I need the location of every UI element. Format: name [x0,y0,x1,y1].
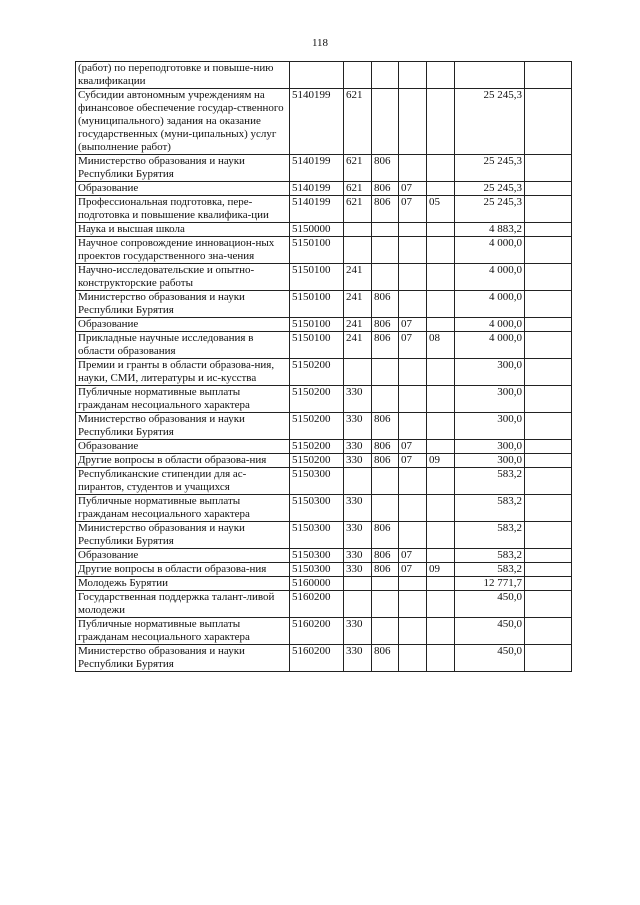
cell-name: Научное сопровождение инновацион-ных проектов государственного зна-чения [76,237,290,264]
table-row [76,454,572,468]
table-row [76,563,572,577]
cell-target-code: 5150100 [290,291,344,318]
cell-target-code: 5150200 [290,386,344,413]
cell-section [399,155,427,182]
cell-expense-type [344,577,372,591]
cell-expense-type: 330 [344,440,372,454]
cell-extra [525,182,572,196]
cell-ministry-code: 806 [372,291,399,318]
cell-section [399,291,427,318]
table-row [76,223,572,237]
cell-name: Министерство образования и науки Республики Бурятия [76,522,290,549]
cell-section [399,359,427,386]
cell-target-code: 5150300 [290,522,344,549]
cell-expense-type [344,359,372,386]
cell-extra [525,264,572,291]
cell-extra [525,413,572,440]
cell-amount: 583,2 [455,563,525,577]
cell-extra [525,196,572,223]
cell-subsection: 05 [427,196,455,223]
cell-amount: 583,2 [455,549,525,563]
cell-target-code: 5160200 [290,618,344,645]
cell-amount: 583,2 [455,495,525,522]
table-row [76,468,572,495]
table-row [76,645,572,672]
cell-amount: 4 883,2 [455,223,525,237]
cell-target-code [290,62,344,89]
cell-name: Республиканские стипендии для ас-пирантов, студентов и учащихся [76,468,290,495]
cell-amount: 300,0 [455,454,525,468]
table-row [76,237,572,264]
cell-target-code: 5160200 [290,645,344,672]
cell-target-code: 5150300 [290,468,344,495]
cell-target-code: 5150200 [290,454,344,468]
cell-subsection [427,468,455,495]
cell-subsection [427,62,455,89]
cell-amount: 12 771,7 [455,577,525,591]
cell-name: Образование [76,440,290,454]
cell-subsection [427,645,455,672]
table-row [76,495,572,522]
table-body [76,62,572,672]
cell-ministry-code [372,577,399,591]
cell-target-code: 5150100 [290,332,344,359]
cell-extra [525,645,572,672]
cell-expense-type [344,237,372,264]
cell-subsection [427,182,455,196]
cell-target-code: 5150000 [290,223,344,237]
table-row [76,549,572,563]
cell-ministry-code: 806 [372,413,399,440]
cell-amount: 25 245,3 [455,89,525,155]
cell-subsection [427,577,455,591]
cell-target-code: 5140199 [290,196,344,223]
cell-ministry-code: 806 [372,549,399,563]
cell-subsection [427,291,455,318]
cell-name: Премии и гранты в области образова-ния, науки, СМИ, литературы и ис-кусства [76,359,290,386]
table-row [76,196,572,223]
cell-amount: 300,0 [455,440,525,454]
cell-expense-type: 330 [344,386,372,413]
cell-extra [525,495,572,522]
cell-subsection: 09 [427,563,455,577]
cell-name: Министерство образования и науки Республики Бурятия [76,291,290,318]
cell-expense-type: 621 [344,182,372,196]
cell-extra [525,223,572,237]
cell-target-code: 5140199 [290,89,344,155]
cell-amount: 25 245,3 [455,155,525,182]
cell-expense-type: 241 [344,291,372,318]
cell-amount: 450,0 [455,618,525,645]
cell-ministry-code [372,618,399,645]
table-row [76,318,572,332]
cell-section: 07 [399,454,427,468]
cell-target-code: 5160000 [290,577,344,591]
cell-ministry-code [372,264,399,291]
cell-name: Публичные нормативные выплаты гражданам несоциального характера [76,618,290,645]
cell-section [399,468,427,495]
cell-target-code: 5150300 [290,549,344,563]
cell-subsection [427,618,455,645]
cell-extra [525,89,572,155]
cell-name: Другие вопросы в области образова-ния [76,454,290,468]
cell-name: Другие вопросы в области образова-ния [76,563,290,577]
cell-extra [525,468,572,495]
cell-amount: 583,2 [455,468,525,495]
cell-amount: 450,0 [455,591,525,618]
cell-amount: 4 000,0 [455,318,525,332]
table-row [76,413,572,440]
cell-subsection [427,318,455,332]
cell-section [399,522,427,549]
cell-name: Публичные нормативные выплаты гражданам несоциального характера [76,495,290,522]
cell-amount: 583,2 [455,522,525,549]
cell-expense-type: 621 [344,196,372,223]
cell-expense-type: 621 [344,155,372,182]
cell-expense-type: 330 [344,413,372,440]
cell-section [399,237,427,264]
cell-target-code: 5140199 [290,155,344,182]
cell-section [399,645,427,672]
table-row [76,291,572,318]
cell-amount [455,62,525,89]
cell-extra [525,318,572,332]
cell-subsection [427,386,455,413]
cell-subsection [427,495,455,522]
cell-amount: 4 000,0 [455,237,525,264]
table-row [76,618,572,645]
cell-section [399,89,427,155]
cell-extra [525,591,572,618]
cell-amount: 4 000,0 [455,291,525,318]
cell-ministry-code: 806 [372,440,399,454]
cell-section [399,591,427,618]
cell-name: Министерство образования и науки Республики Бурятия [76,155,290,182]
cell-subsection [427,237,455,264]
cell-expense-type: 330 [344,645,372,672]
cell-expense-type: 241 [344,318,372,332]
table-row [76,577,572,591]
cell-name: Образование [76,182,290,196]
cell-expense-type [344,468,372,495]
cell-extra [525,62,572,89]
cell-expense-type: 330 [344,495,372,522]
cell-extra [525,549,572,563]
cell-name: Государственная поддержка талант-ливой молодежи [76,591,290,618]
cell-ministry-code: 806 [372,454,399,468]
cell-ministry-code [372,237,399,264]
cell-subsection: 08 [427,332,455,359]
cell-section: 07 [399,332,427,359]
cell-amount: 4 000,0 [455,332,525,359]
cell-extra [525,618,572,645]
table-row [76,359,572,386]
cell-ministry-code [372,495,399,522]
cell-target-code: 5150100 [290,237,344,264]
cell-section: 07 [399,563,427,577]
cell-ministry-code [372,591,399,618]
cell-target-code: 5160200 [290,591,344,618]
cell-expense-type [344,62,372,89]
cell-extra [525,359,572,386]
cell-name: Профессиональная подготовка, пере-подготовка и повышение квалифика-ции [76,196,290,223]
cell-amount: 25 245,3 [455,182,525,196]
cell-target-code: 5150200 [290,440,344,454]
cell-target-code: 5150300 [290,563,344,577]
cell-extra [525,237,572,264]
cell-expense-type: 330 [344,549,372,563]
cell-subsection [427,155,455,182]
cell-subsection [427,264,455,291]
cell-ministry-code: 806 [372,563,399,577]
cell-subsection [427,440,455,454]
table-row [76,182,572,196]
cell-section [399,62,427,89]
cell-section [399,223,427,237]
cell-extra [525,332,572,359]
table-row [76,62,572,89]
cell-name: (работ) по переподготовке и повыше-нию квалификации [76,62,290,89]
cell-section [399,495,427,522]
table-row [76,440,572,454]
cell-name: Молодежь Бурятии [76,577,290,591]
cell-ministry-code [372,62,399,89]
table-row [76,332,572,359]
cell-subsection [427,223,455,237]
cell-subsection [427,413,455,440]
cell-ministry-code: 806 [372,645,399,672]
cell-target-code: 5150300 [290,495,344,522]
budget-table [75,61,572,672]
cell-extra [525,563,572,577]
cell-name: Прикладные научные исследования в области образования [76,332,290,359]
cell-amount: 450,0 [455,645,525,672]
cell-target-code: 5150100 [290,318,344,332]
cell-section [399,413,427,440]
cell-extra [525,440,572,454]
cell-extra [525,291,572,318]
cell-expense-type [344,223,372,237]
cell-expense-type: 330 [344,454,372,468]
cell-section: 07 [399,440,427,454]
cell-subsection [427,89,455,155]
cell-name: Министерство образования и науки Республики Бурятия [76,645,290,672]
cell-target-code: 5150100 [290,264,344,291]
cell-amount: 300,0 [455,359,525,386]
cell-ministry-code: 806 [372,182,399,196]
cell-expense-type: 330 [344,522,372,549]
cell-ministry-code [372,223,399,237]
cell-subsection [427,549,455,563]
cell-expense-type [344,591,372,618]
cell-amount: 4 000,0 [455,264,525,291]
cell-subsection [427,522,455,549]
table-row [76,89,572,155]
cell-expense-type: 241 [344,332,372,359]
table-row [76,264,572,291]
cell-name: Субсидии автономным учреждениям на финансовое обеспечение государ-ственного (муниципального) задания на оказание государственных (муни-ципальных) услуг (выполнение работ) [76,89,290,155]
cell-section: 07 [399,182,427,196]
cell-target-code: 5150200 [290,359,344,386]
cell-ministry-code [372,386,399,413]
cell-ministry-code: 806 [372,318,399,332]
cell-amount: 300,0 [455,386,525,413]
cell-ministry-code [372,468,399,495]
cell-ministry-code [372,359,399,386]
cell-name: Научно-исследовательские и опытно-конструкторские работы [76,264,290,291]
cell-section [399,618,427,645]
cell-section: 07 [399,549,427,563]
table-row [76,155,572,182]
table-row [76,522,572,549]
cell-name: Министерство образования и науки Республики Бурятия [76,413,290,440]
cell-section [399,577,427,591]
cell-section: 07 [399,196,427,223]
cell-ministry-code: 806 [372,332,399,359]
cell-extra [525,386,572,413]
cell-ministry-code: 806 [372,522,399,549]
cell-ministry-code: 806 [372,155,399,182]
cell-section: 07 [399,318,427,332]
cell-amount: 25 245,3 [455,196,525,223]
cell-ministry-code: 806 [372,196,399,223]
cell-target-code: 5150200 [290,413,344,440]
cell-expense-type: 330 [344,563,372,577]
cell-section [399,264,427,291]
cell-extra [525,522,572,549]
cell-name: Образование [76,318,290,332]
cell-extra [525,577,572,591]
cell-name: Образование [76,549,290,563]
cell-target-code: 5140199 [290,182,344,196]
cell-subsection: 09 [427,454,455,468]
cell-subsection [427,359,455,386]
table-row [76,386,572,413]
cell-extra [525,155,572,182]
cell-section [399,386,427,413]
cell-subsection [427,591,455,618]
cell-expense-type: 330 [344,618,372,645]
cell-extra [525,454,572,468]
page-number: 118 [311,37,329,49]
cell-amount: 300,0 [455,413,525,440]
cell-name: Наука и высшая школа [76,223,290,237]
cell-expense-type: 621 [344,89,372,155]
cell-ministry-code [372,89,399,155]
table-row [76,591,572,618]
cell-expense-type: 241 [344,264,372,291]
cell-name: Публичные нормативные выплаты гражданам несоциального характера [76,386,290,413]
